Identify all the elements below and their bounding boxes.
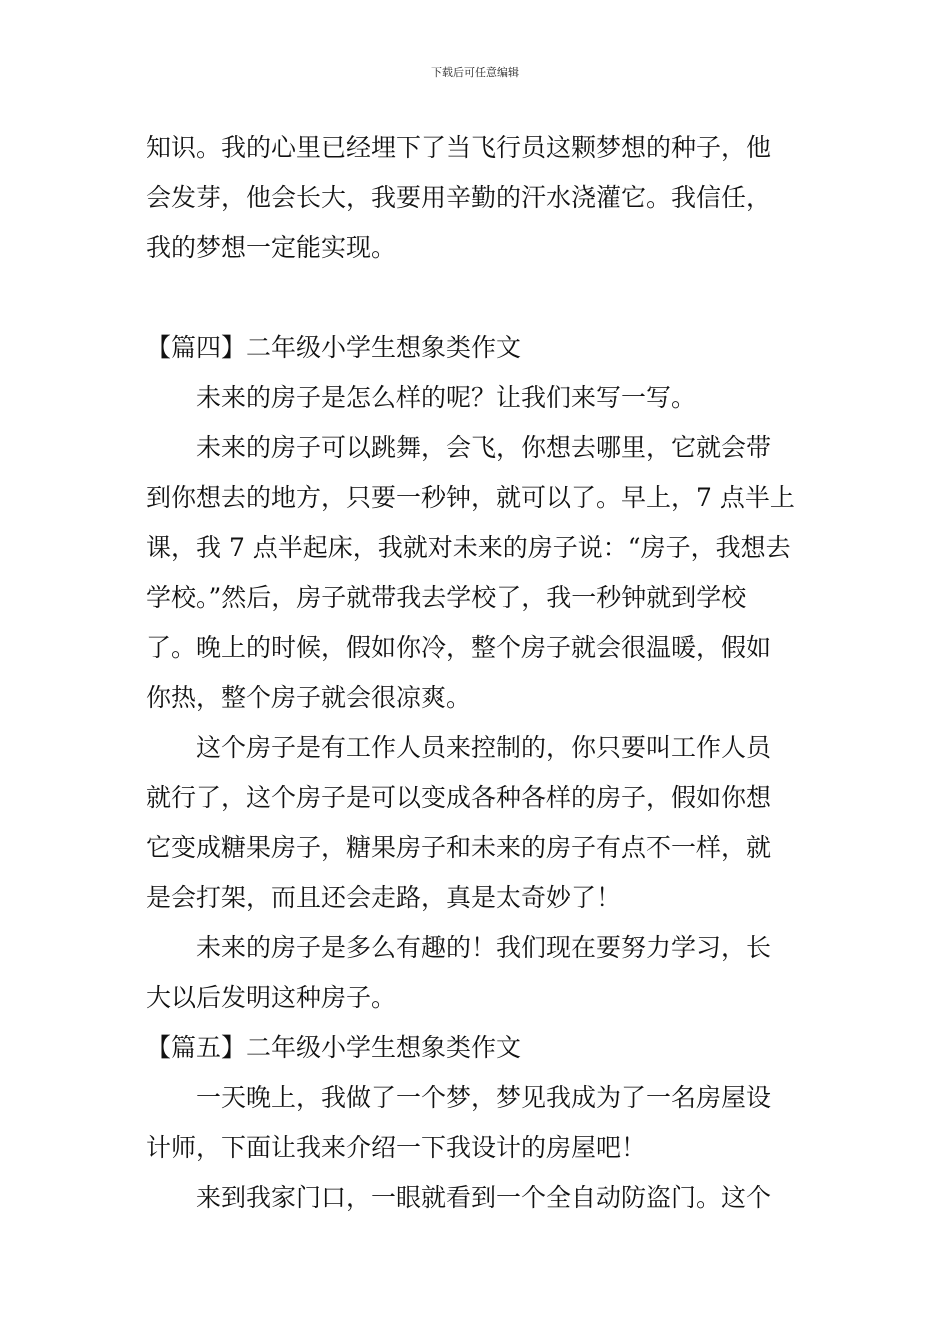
body-line: 未来的房子是多么有趣的！我们现在要努力学习，长 <box>146 933 772 962</box>
body-line: 这个房子是有工作人员来控制的，你只要叫工作人员 <box>146 733 772 762</box>
body-line: 未来的房子是怎么样的呢？让我们来写一写。 <box>146 383 697 412</box>
body-line: 了。晚上的时候，假如你冷，整个房子就会很温暖，假如 <box>146 633 772 662</box>
body-line: 会发芽，他会长大，我要用辛勤的汗水浇灌它。我信任， <box>146 183 772 212</box>
body-line: 计师，下面让我来介绍一下我设计的房屋吧！ <box>146 1133 647 1162</box>
section-heading: 【篇五】二年级小学生想象类作文 <box>146 1033 522 1062</box>
body-line: 课，我 7 点半起床，我就对未来的房子说：“房子，我想去 <box>146 533 791 562</box>
body-line: 就行了，这个房子是可以变成各种各样的房子，假如你想 <box>146 783 772 812</box>
body-line: 大以后发明这种房子。 <box>146 983 397 1012</box>
body-line: 来到我家门口，一眼就看到一个全自动防盗门。这个 <box>146 1183 772 1212</box>
body-line: 未来的房子可以跳舞，会飞，你想去哪里，它就会带 <box>146 433 772 462</box>
body-line: 学校。”然后，房子就带我去学校了，我一秒钟就到学校 <box>146 583 747 612</box>
page-header: 下载后可任意编辑 <box>431 66 519 79</box>
body-line: 是会打架，而且还会走路，真是太奇妙了！ <box>146 883 622 912</box>
body-line: 它变成糖果房子，糖果房子和未来的房子有点不一样，就 <box>146 833 772 862</box>
body-line: 到你想去的地方，只要一秒钟，就可以了。早上，7 点半上 <box>146 483 795 512</box>
body-line: 你热，整个房子就会很凉爽。 <box>146 683 472 712</box>
section-heading: 【篇四】二年级小学生想象类作文 <box>146 333 522 362</box>
body-line: 一天晚上，我做了一个梦，梦见我成为了一名房屋设 <box>146 1083 772 1112</box>
body-line: 知识。我的心里已经埋下了当飞行员这颗梦想的种子，他 <box>146 133 772 162</box>
body-line: 我的梦想一定能实现。 <box>146 233 397 262</box>
